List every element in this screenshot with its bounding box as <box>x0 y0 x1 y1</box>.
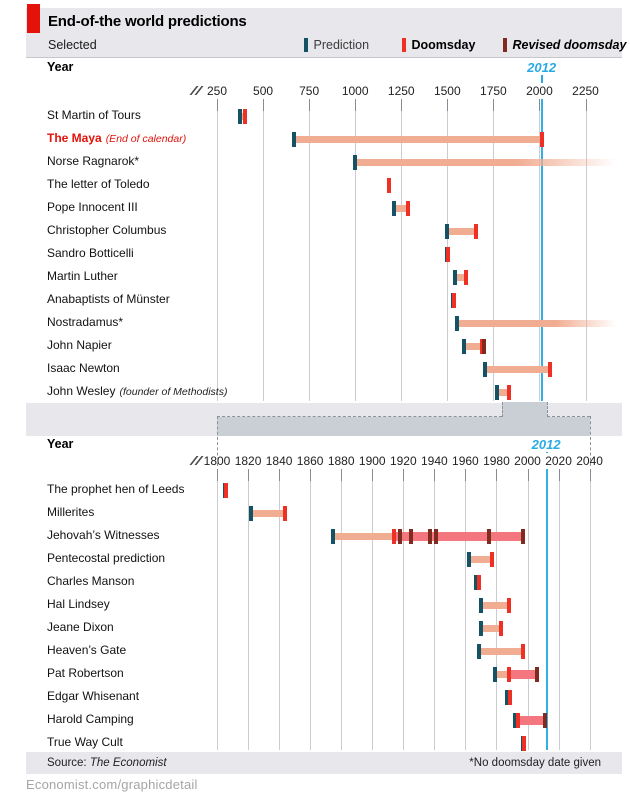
source-name: The Economist <box>89 757 167 769</box>
axis-tick <box>586 99 587 111</box>
row-label: The Maya (End of calendar) <box>47 131 187 145</box>
gridline <box>217 469 218 750</box>
row-label: Hal Lindsey <box>47 597 110 611</box>
axis-tick <box>590 469 591 481</box>
axis-tick <box>310 469 311 481</box>
axis-label: 1500 <box>433 84 461 98</box>
axis-tick <box>279 469 280 481</box>
prediction-band <box>251 510 285 517</box>
footnote: *No doomsday date given <box>469 757 601 769</box>
revised-doomsday-tick <box>428 529 432 544</box>
prediction-tick <box>479 621 483 636</box>
doomsday-tick <box>507 385 511 400</box>
row-label: Christopher Columbus <box>47 223 167 237</box>
prediction-band-open <box>355 159 616 166</box>
prediction-band <box>294 136 541 143</box>
revised-doomsday-tick <box>543 713 547 728</box>
axis-label: 2000 <box>514 454 541 468</box>
gridline <box>217 99 218 401</box>
axis-tick <box>496 469 497 481</box>
axis-label: 1840 <box>265 454 293 468</box>
row-label: Sandro Botticelli <box>47 246 134 260</box>
doomsday-tick <box>224 483 228 498</box>
row-label: John Wesley (founder of Methodists) <box>47 384 228 398</box>
doomsday-tick <box>474 224 478 239</box>
prediction-tick <box>445 224 449 239</box>
axis-tick <box>559 469 560 481</box>
legend-label: Revised doomsday <box>512 37 627 52</box>
gridline <box>590 469 591 750</box>
revised-doomsday-tick <box>434 529 438 544</box>
axis-label: 1860 <box>296 454 324 468</box>
axis-label: 750 <box>299 84 320 98</box>
source-credit <box>47 757 167 769</box>
revised-doomsday-tick <box>487 529 491 544</box>
axis-label: 250 <box>206 84 228 98</box>
axis-tick <box>309 99 310 111</box>
axis-label: 1940 <box>420 454 448 468</box>
prediction-tick <box>479 598 483 613</box>
zoom-connector-dash-top-right <box>547 416 590 417</box>
row-label: Nostradamus* <box>47 315 124 329</box>
doomsday-tick <box>387 178 391 193</box>
row-label: Pope Innocent III <box>47 200 138 214</box>
doomsday-tick <box>446 247 450 262</box>
zoom-connector-dash-left <box>217 416 218 466</box>
row-label: Edgar Whisenant <box>47 689 140 703</box>
row-label: Pat Robertson <box>47 666 124 680</box>
prediction-band <box>469 556 492 563</box>
prediction-tick <box>249 506 253 521</box>
axis-tick <box>434 469 435 481</box>
axis-tick <box>355 99 356 111</box>
axis-tick <box>447 99 448 111</box>
revised-band <box>518 716 544 725</box>
axis-tick <box>217 469 218 481</box>
axis-tick <box>403 469 404 481</box>
doomsday-tick <box>548 362 552 377</box>
prediction-tick <box>292 132 296 147</box>
row-label: Martin Luther <box>47 269 118 283</box>
revised-band <box>509 670 537 679</box>
gridline <box>341 469 342 750</box>
row-label: The letter of Toledo <box>47 177 150 191</box>
axis-label: 1960 <box>452 454 479 468</box>
row-label: Jehovah’s Witnesses <box>47 528 160 542</box>
axis-label: 2020 <box>545 454 572 468</box>
axis-tick <box>263 99 264 111</box>
doomsday-tick <box>452 293 456 308</box>
axis-label: 1820 <box>234 454 262 468</box>
prediction-band <box>479 648 522 655</box>
prediction-tick <box>462 339 466 354</box>
axis-tick <box>401 99 402 111</box>
gridline <box>263 99 264 401</box>
zoom-connector-dash-top-left <box>217 416 502 417</box>
doomsday-tick <box>392 529 396 544</box>
prediction-band <box>333 533 394 540</box>
doomsday-tick <box>522 736 526 751</box>
revised-doomsday-tick <box>521 529 525 544</box>
row-label: Pentecostal prediction <box>47 551 166 565</box>
legend-label: Doomsday <box>411 37 476 52</box>
doomsday-tick <box>516 713 520 728</box>
doomsday-tick <box>540 132 544 147</box>
doomsday-tick <box>490 552 494 567</box>
row-label: John Napier <box>47 338 112 352</box>
gridline <box>310 469 311 750</box>
prediction-tick <box>353 155 357 170</box>
prediction-tick <box>453 270 457 285</box>
gridline <box>434 469 435 750</box>
gridline <box>496 469 497 750</box>
prediction-tick <box>483 362 487 377</box>
axis-label: 2040 <box>576 454 603 468</box>
doomsday-tick <box>283 506 287 521</box>
doomsday-tick <box>507 667 511 682</box>
gridline <box>586 99 587 401</box>
axis-title-year: Year <box>47 60 74 74</box>
gridline <box>559 469 560 750</box>
prediction-tick <box>493 667 497 682</box>
now-marker-label: 2012 <box>531 437 561 452</box>
doomsday-tick <box>477 575 481 590</box>
doomsday-tick <box>499 621 503 636</box>
prediction-band <box>481 625 501 632</box>
zoom-connector-dash-stub-left <box>502 402 503 417</box>
revised-doomsday-tick <box>398 529 402 544</box>
prediction-tick <box>392 201 396 216</box>
axis-tick <box>217 99 218 111</box>
axis-tick <box>493 99 494 111</box>
row-label: Anabaptists of Münster <box>47 292 170 306</box>
prediction-band <box>447 228 476 235</box>
row-label: Millerites <box>47 505 95 519</box>
doomsday-tick <box>521 644 525 659</box>
gridline <box>403 469 404 750</box>
axis-label: 2250 <box>572 84 599 98</box>
prediction-tick <box>238 109 242 124</box>
prediction-band-open <box>457 320 616 327</box>
doomsday-tick <box>406 201 410 216</box>
doomsday-tick <box>507 598 511 613</box>
revised-doomsday-tick <box>409 529 413 544</box>
row-label: Jeane Dixon <box>47 620 114 634</box>
axis-break-icon <box>193 456 203 466</box>
doomsday-tick <box>508 690 512 705</box>
row-label: Harold Camping <box>47 712 134 726</box>
axis-title-year: Year <box>47 437 74 451</box>
axis-label: 1920 <box>389 454 417 468</box>
legend-label: Prediction <box>313 37 370 52</box>
zoom-connector-stub <box>502 402 547 417</box>
prediction-tick <box>455 316 459 331</box>
axis-label: 1980 <box>483 454 510 468</box>
zoom-connector-dash-right <box>590 416 591 466</box>
now-marker-tick <box>546 452 548 453</box>
prediction-tick <box>495 385 499 400</box>
revised-doomsday-tick <box>535 667 539 682</box>
row-label: Isaac Newton <box>47 361 120 375</box>
gridline <box>493 99 494 401</box>
gridline <box>465 469 466 750</box>
prediction-tick <box>467 552 471 567</box>
page-title: End-of-the world predictions <box>48 13 247 30</box>
row-label: Charles Manson <box>47 574 135 588</box>
zoom-connector-band <box>217 417 590 437</box>
axis-label: 1800 <box>203 454 231 468</box>
zoom-connector-dash-stub-right <box>547 402 548 417</box>
revised-doomsday-tick <box>482 339 486 354</box>
axis-label: 1000 <box>341 84 369 98</box>
axis-tick <box>465 469 466 481</box>
axis-label: 500 <box>253 84 274 98</box>
axis-tick <box>372 469 373 481</box>
doomsday-tick <box>464 270 468 285</box>
axis-break-icon <box>193 86 203 96</box>
axis-tick <box>248 469 249 481</box>
gridline <box>372 469 373 750</box>
axis-label: 1900 <box>358 454 386 468</box>
now-marker-label: 2012 <box>527 60 557 75</box>
row-label: Heaven’s Gate <box>47 643 127 657</box>
axis-tick <box>528 469 529 481</box>
prediction-band <box>485 366 551 373</box>
site-link: Economist.com/graphicdetail <box>26 777 198 792</box>
gridline <box>401 99 402 401</box>
prediction-tick <box>331 529 335 544</box>
now-line <box>546 469 548 750</box>
prediction-tick <box>477 644 481 659</box>
axis-label: 1750 <box>480 84 507 98</box>
axis-label: 1250 <box>387 84 415 98</box>
axis-label: 1880 <box>327 454 355 468</box>
axis-tick <box>341 469 342 481</box>
row-label: Norse Ragnarok* <box>47 154 140 168</box>
gridline <box>309 99 310 401</box>
revised-band <box>394 532 523 541</box>
now-marker-tick <box>541 75 543 83</box>
row-label: True Way Cult <box>47 735 123 749</box>
page-subtitle: Selected <box>48 38 97 52</box>
gridline <box>355 99 356 401</box>
gridline <box>528 469 529 750</box>
prediction-band <box>481 602 509 609</box>
doomsday-tick <box>243 109 247 124</box>
row-label: St Martin of Tours <box>47 108 141 122</box>
source-prefix: Source: <box>47 757 87 769</box>
row-label: The prophet hen of Leeds <box>47 482 185 496</box>
axis-label: 2000 <box>526 84 553 98</box>
